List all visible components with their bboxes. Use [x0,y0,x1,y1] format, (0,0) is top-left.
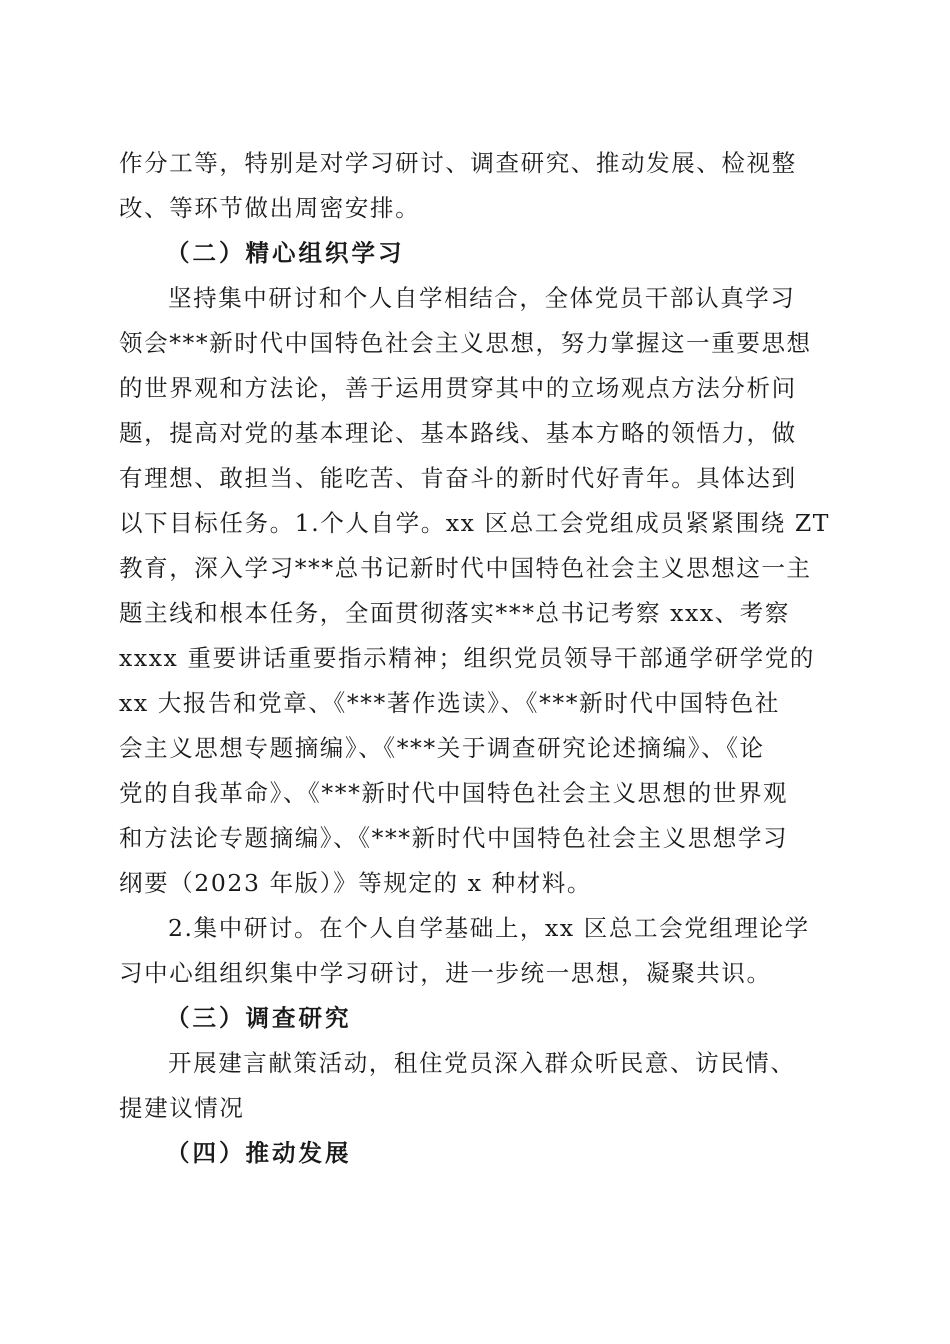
text-line: 和方法论专题摘编》、《***新时代中国特色社会主义思想学习 [119,824,789,852]
text-line: 提建议情况 [119,1094,245,1122]
section-heading: （四）推动发展 [166,1139,352,1167]
text-line: 题主线和根本任务，全面贯彻落实***总书记考察 xxx、考察 [119,599,790,627]
text-line: 的世界观和方法论，善于运用贯穿其中的立场观点方法分析问 [119,374,797,402]
section-heading: （三）调查研究 [166,1004,352,1032]
text-line: 开展建言献策活动，租住党员深入群众听民意、访民情、 [168,1049,796,1077]
text-line: 题，提高对党的基本理论、基本路线、基本方略的领悟力，做 [119,419,797,447]
text-line: 2.集中研讨。在个人自学基础上，xx 区总工会党组理论学 [168,914,810,942]
text-line: 作分工等，特别是对学习研讨、调查研究、推动发展、检视整 [119,149,797,177]
text-line: 以下目标任务。1.个人自学。xx 区总工会党组成员紧紧围绕 ZT [119,509,831,537]
text-line: 纲要（2023 年版）》等规定的 x 种材料。 [119,869,593,897]
text-line: 教育，深入学习***总书记新时代中国特色社会主义思想这一主 [119,554,812,582]
text-line: 领会***新时代中国特色社会主义思想，努力掌握这一重要思想 [119,329,812,357]
text-line: xxxx 重要讲话重要指示精神；组织党员领导干部通学研学党的 [119,644,815,672]
text-line: 坚持集中研讨和个人自学相结合，全体党员干部认真学习 [168,284,796,312]
text-line: 习中心组组织集中学习研讨，进一步统一思想，凝聚共识。 [119,959,772,987]
text-line: 有理想、敢担当、能吃苦、肯奋斗的新时代好青年。具体达到 [119,464,797,492]
section-heading: （二）精心组织学习 [166,239,405,267]
text-line: xx 大报告和党章、《***著作选读》、《***新时代中国特色社 [119,689,780,717]
text-line: 改、等环节做出周密安排。 [119,194,421,222]
text-line: 党的自我革命》、《***新时代中国特色社会主义思想的世界观 [119,779,789,807]
text-line: 会主义思想专题摘编》、《***关于调查研究论述摘编》、《论 [119,734,765,762]
